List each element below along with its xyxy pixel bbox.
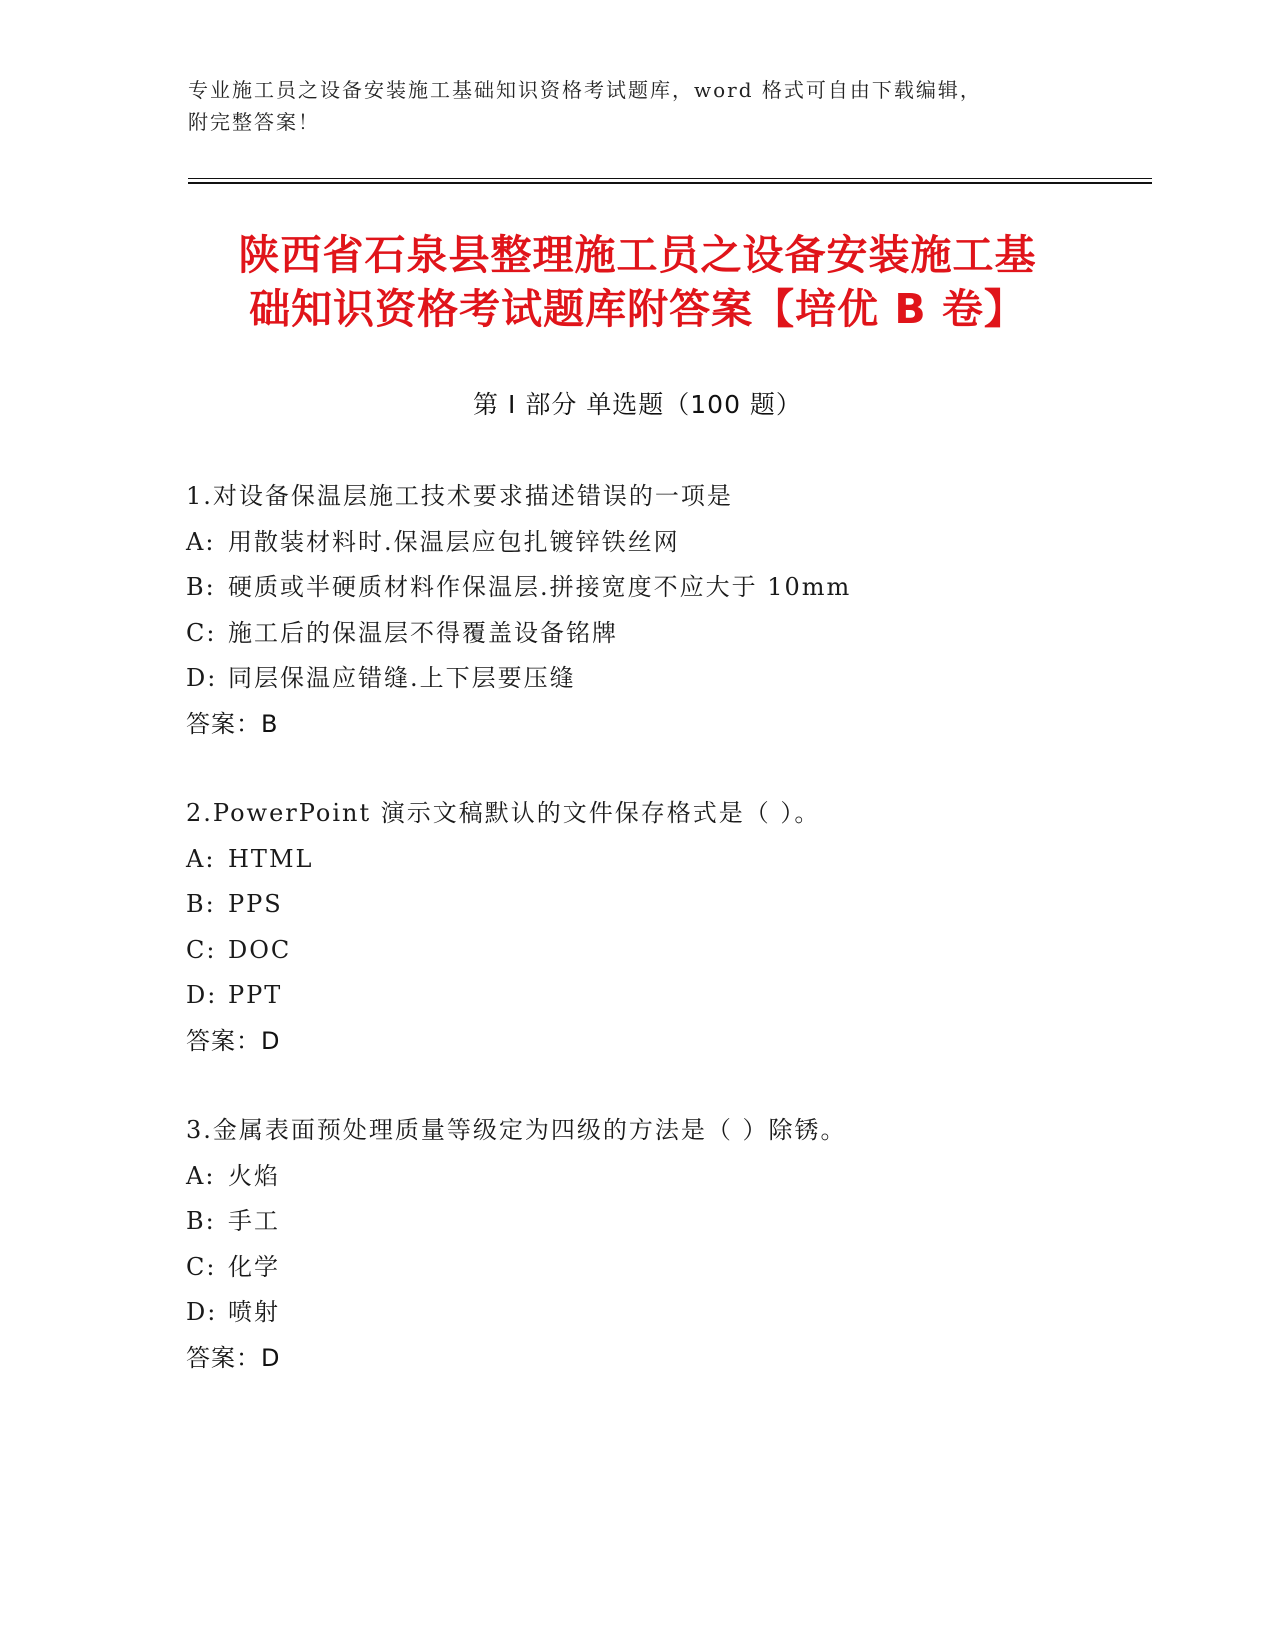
option-text: PPS — [228, 890, 283, 918]
option-letter: B: — [186, 890, 216, 918]
question-2 — [186, 791, 1146, 1064]
option-letter: D: — [186, 664, 218, 692]
option-text: PPT — [228, 981, 283, 1009]
option-c — [186, 928, 1146, 974]
header-note-line-1: 专业施工员之设备安装施工基础知识资格考试题库，word 格式可自由下载编辑， — [188, 78, 982, 102]
option-letter: A: — [186, 844, 216, 873]
question-stem: 1.对设备保温层施工技术要求描述错误的一项是 — [186, 482, 733, 510]
option-b — [186, 565, 1146, 611]
option-text: 硬质或半硬质材料作保温层.拼接宽度不应大于 10mm — [228, 573, 852, 601]
question-1 — [186, 474, 1146, 747]
section-title: 第 I 部分 单选题（100 题） — [473, 390, 802, 419]
option-letter: B: — [186, 1207, 216, 1235]
answer-line: 答案：D — [186, 1026, 281, 1055]
option-a — [186, 520, 1146, 566]
header-divider-thick — [188, 182, 1152, 184]
option-letter: D: — [186, 981, 218, 1009]
option-text: 施工后的保温层不得覆盖设备铭牌 — [228, 618, 618, 647]
option-b — [186, 1199, 1146, 1245]
question-list — [186, 474, 1146, 1425]
header-divider-thin — [188, 178, 1152, 179]
option-letter: B: — [186, 573, 216, 601]
option-d — [186, 973, 1146, 1019]
answer-line: 答案：D — [186, 1343, 281, 1372]
option-text: 喷射 — [228, 1298, 280, 1326]
option-text: 火焰 — [228, 1161, 280, 1190]
option-a — [186, 1154, 1146, 1200]
answer-line: 答案：B — [186, 709, 279, 738]
document-title — [150, 228, 1125, 336]
option-letter: C: — [186, 935, 217, 964]
question-stem: 3.金属表面预处理质量等级定为四级的方法是（ ）除锈。 — [186, 1116, 847, 1144]
option-c — [186, 611, 1146, 657]
option-text: 手工 — [228, 1207, 280, 1235]
option-a — [186, 837, 1146, 883]
option-letter: C: — [186, 1252, 217, 1281]
question-stem: 2.PowerPoint 演示文稿默认的文件保存格式是（ ）。 — [186, 799, 821, 827]
header-note-line-2: 附完整答案！ — [188, 110, 320, 134]
option-text: HTML — [228, 844, 314, 873]
option-text: 化学 — [228, 1252, 280, 1281]
option-letter: A: — [186, 527, 216, 556]
option-letter: D: — [186, 1298, 218, 1326]
option-d — [186, 1290, 1146, 1336]
option-text: DOC — [228, 935, 292, 964]
option-letter: A: — [186, 1161, 216, 1190]
option-letter: C: — [186, 618, 217, 647]
option-text: 同层保温应错缝.上下层要压缝 — [228, 664, 576, 692]
question-3 — [186, 1108, 1146, 1381]
option-b — [186, 882, 1146, 928]
header-note — [188, 74, 1088, 138]
option-d — [186, 656, 1146, 702]
option-c — [186, 1245, 1146, 1291]
document-title-line-2: 础知识资格考试题库附答案【培优 B 卷】 — [249, 285, 1026, 333]
document-title-line-1: 陕西省石泉县整理施工员之设备安装施工基 — [238, 231, 1037, 279]
option-text: 用散装材料时.保温层应包扎镀锌铁丝网 — [228, 527, 680, 556]
